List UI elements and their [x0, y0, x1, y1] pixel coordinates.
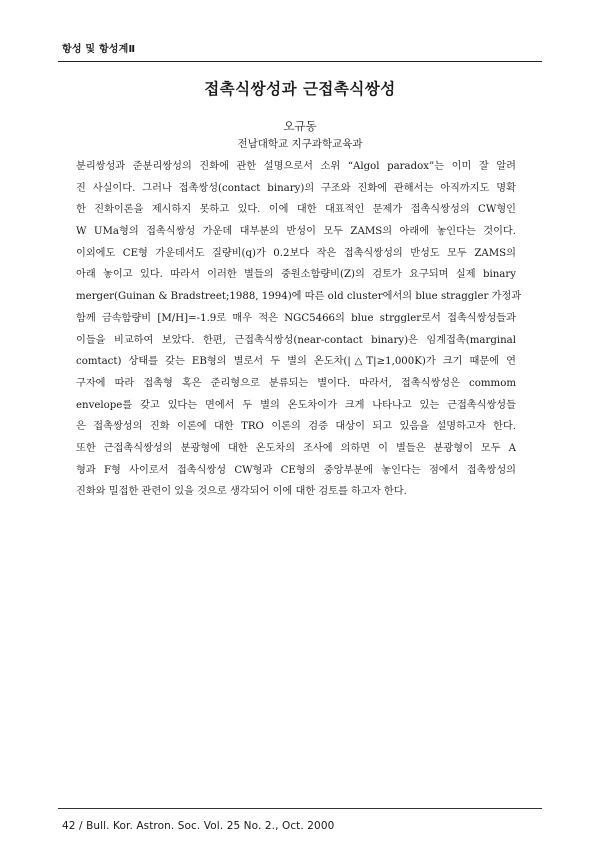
abstract-line: 이들을 비교하여 보았다. 한편, 근접촉식쌍성(near-contact binary)은 임계접촉(marginal — [76, 334, 516, 346]
abstract-line: 함께 금속함량비 [M/H]=-1.9로 매우 적은 NGC5466의 blue strggler로서 접촉식쌍성들과 — [76, 312, 516, 324]
running-head: 항성 및 항성계Ⅱ — [62, 44, 136, 55]
header-rule — [58, 61, 542, 62]
abstract-line: 또한 근접촉식쌍성의 분광형에 대한 온도차의 조사에 의하면 이 별들은 분광형이 모두 A — [76, 442, 516, 454]
author-affiliation: 전남대학교 지구과학교육과 — [237, 138, 363, 150]
paper-title: 접촉식쌍성과 근접촉식쌍성 — [204, 79, 396, 98]
abstract — [76, 156, 522, 503]
abstract-line: 구자에 따라 접촉형 혹은 준리형으로 분류되는 별이다. 따라서, 접촉식쌍성은 commom — [76, 377, 516, 389]
abstract-line: 진 사실이다. 그러나 접촉쌍성(contact binary)의 구조와 진화에 관해서는 아직까지도 명확 — [76, 182, 516, 194]
abstract-line: 이외에도 CE형 가운데서도 질량비(q)가 0.2보다 작은 접촉식쌍성의 반성도 모두 ZAMS의 — [76, 247, 516, 259]
abstract-line: comtact) 상태를 갖는 EB형의 별로서 두 별의 온도차(|△T|≥1,000K)가 크기 때문에 연 — [76, 356, 516, 368]
abstract-line: 형과 F형 사이로서 접촉식쌍성 CW형과 CE형의 중앙부분에 놓인다는 점에서 접촉쌍성의 — [76, 464, 516, 476]
abstract-line: 분리쌍성과 준분리쌍성의 진화에 관한 설명으로서 소위 “Algol paradox”는 이미 잘 알려 — [76, 161, 516, 172]
author-name: 오규동 — [283, 119, 317, 133]
abstract-line: W UMa형의 접촉식쌍성 가운데 대부분의 반성이 모두 ZAMS의 아래에 놓인다는 것이다. — [76, 226, 516, 238]
footer-rule — [58, 808, 542, 809]
abstract-line: envelope를 갖고 있다는 면에서 두 별의 온도차이가 크게 나타나고 있는 근접촉식쌍성들 — [76, 399, 516, 411]
abstract-line: merger(Guinan & Bradstreet;1988, 1994)에 따른 old cluster에서의 blue straggler 가정과 — [76, 291, 522, 303]
journal-footer: 42 / Bull. Kor. Astron. Soc. Vol. 25 No. 2., Oct. 2000 — [62, 820, 335, 832]
abstract-line: 은 접촉쌍성의 진화 이론에 대한 TRO 이론의 검증 대상이 되고 있음을 설명하고자 한다. — [76, 421, 516, 433]
abstract-line: 한 진화이론을 제시하지 못하고 있다. 이에 대한 대표적인 문제가 접촉식쌍성의 CW형인 — [76, 204, 516, 216]
abstract-line: 진화와 밀접한 관련이 있을 것으로 생각되어 이에 대한 검토를 하고자 한다. — [76, 486, 407, 498]
abstract-line: 아래 놓이고 있다. 따라서 이러한 별들의 중원소함량비(Z)의 검토가 요구되며 실제 binary — [76, 269, 516, 281]
